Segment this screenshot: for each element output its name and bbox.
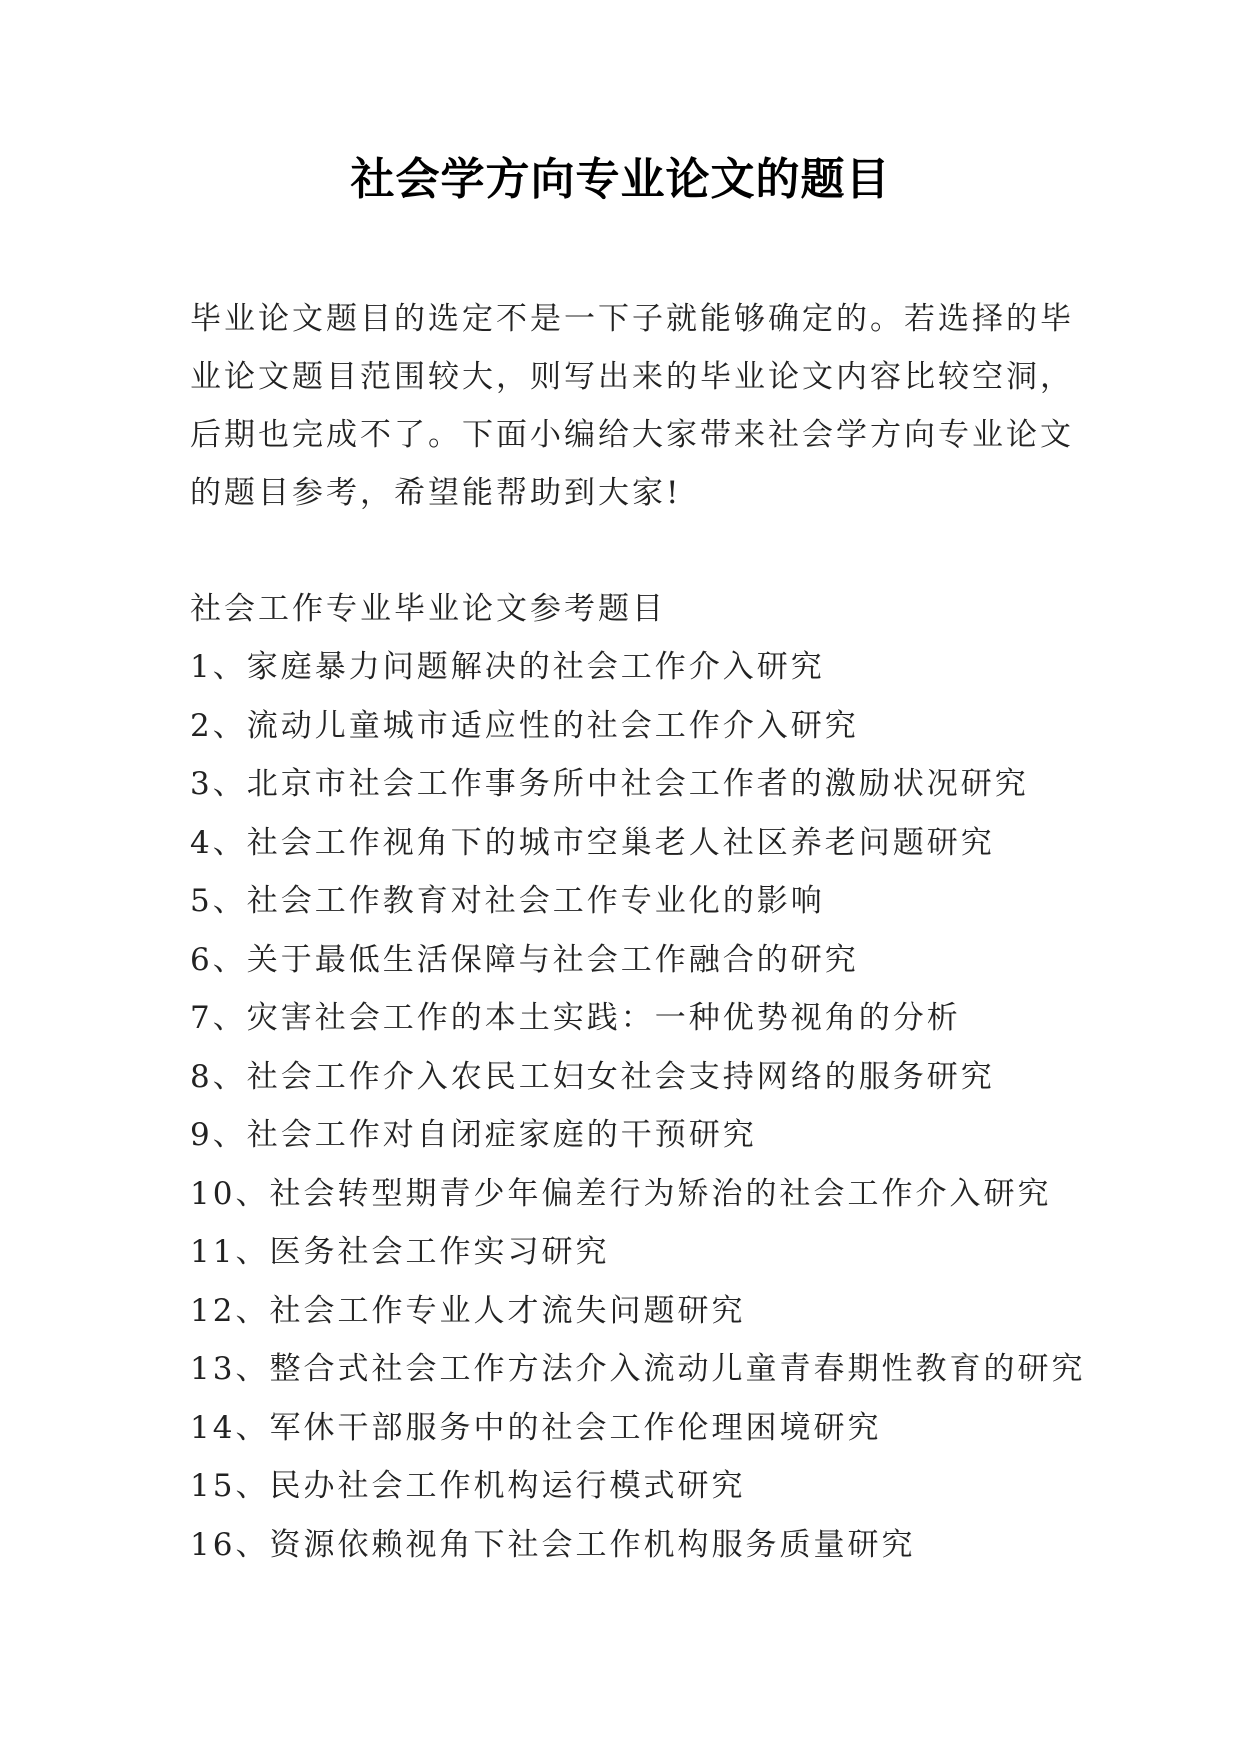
topic-item: 16、资源依赖视角下社会工作机构服务质量研究 [190,1526,916,1563]
section-heading: 社会工作专业毕业论文参考题目 [190,591,666,627]
topic-item: 7、灾害社会工作的本土实践：一种优势视角的分析 [190,1000,961,1036]
topic-item: 9、社会工作对自闭症家庭的干预研究 [190,1117,757,1153]
topic-item: 15、民办社会工作机构运行模式研究 [190,1468,746,1504]
topic-item: 1、家庭暴力问题解决的社会工作介入研究 [190,649,825,685]
topic-item: 14、军休干部服务中的社会工作伦理困境研究 [190,1409,882,1446]
topic-item: 4、社会工作视角下的城市空巢老人社区养老问题研究 [190,824,995,861]
intro-line: 毕业论文题目的选定不是一下子就能够确定的。若选择的毕 [190,301,1074,337]
intro-line: 后期也完成不了。下面小编给大家带来社会学方向专业论文 [190,417,1074,453]
topics-section [190,580,1090,1574]
intro-paragraph [190,290,1075,522]
topic-item: 12、社会工作专业人才流失问题研究 [190,1292,746,1329]
topic-list [190,638,1090,1574]
topic-item: 6、关于最低生活保障与社会工作融合的研究 [190,941,859,978]
intro-line: 业论文题目范围较大，则写出来的毕业论文内容比较空洞， [190,359,1074,395]
topic-item: 3、北京市社会工作事务所中社会工作者的激励状况研究 [190,766,1029,802]
topic-item: 10、社会转型期青少年偏差行为矫治的社会工作介入研究 [190,1175,1052,1212]
page-title: 社会学方向专业论文的题目 [350,154,891,205]
topic-item: 5、社会工作教育对社会工作专业化的影响 [190,883,825,919]
topic-item: 13、整合式社会工作方法介入流动儿童青春期性教育的研究 [190,1351,1086,1387]
topic-item: 2、流动儿童城市适应性的社会工作介入研究 [190,707,859,744]
topic-item: 8、社会工作介入农民工妇女社会支持网络的服务研究 [190,1058,995,1095]
intro-line: 的题目参考，希望能帮助到大家! [190,475,682,511]
topic-item: 11、医务社会工作实习研究 [190,1234,610,1270]
